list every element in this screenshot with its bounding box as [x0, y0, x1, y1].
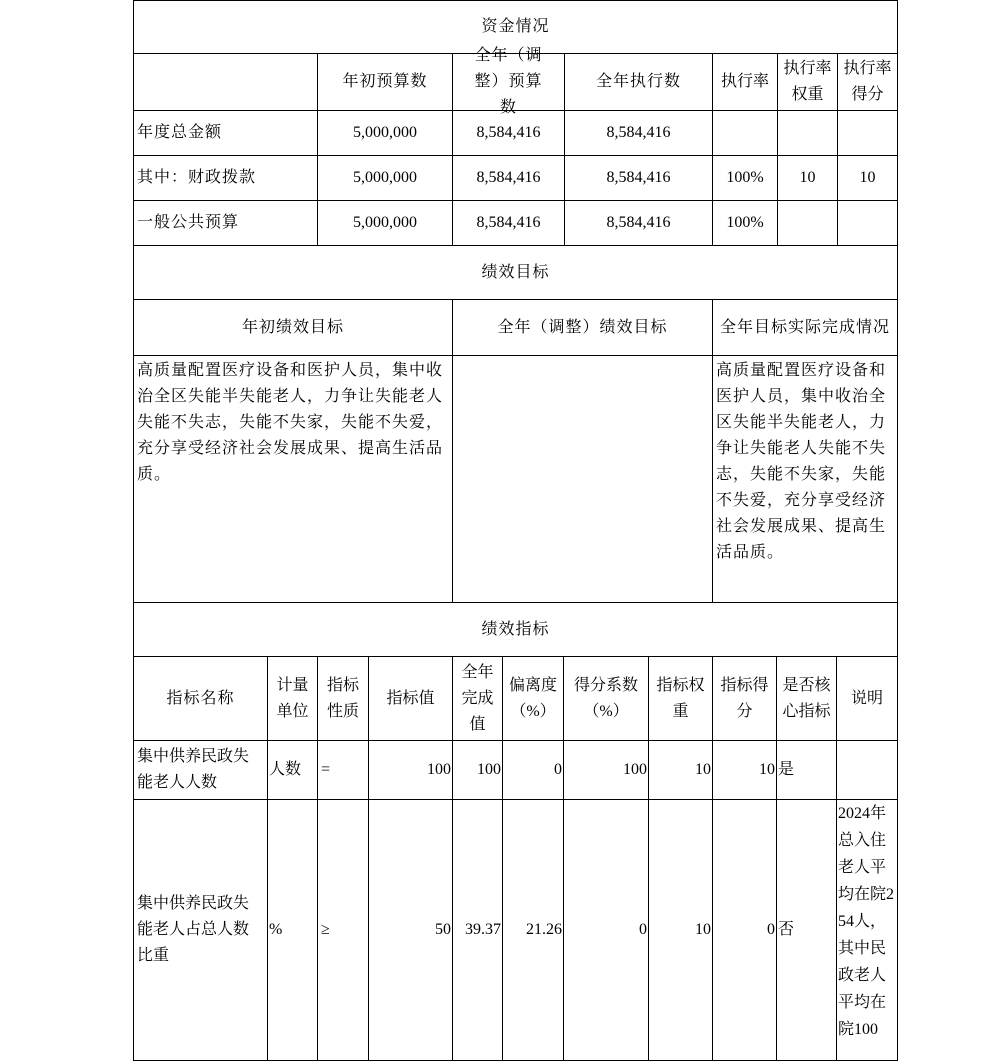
- indicator-deviation: 0: [502, 740, 564, 800]
- goals-header: 年初绩效目标: [133, 299, 453, 356]
- indicator-score: 10: [712, 740, 777, 800]
- indicator-header: 指标性质: [317, 656, 369, 741]
- indicator-header: 指标权重: [648, 656, 713, 741]
- indicator-unit: %: [267, 799, 318, 1061]
- funds-cell: [712, 110, 778, 156]
- goals-header: 全年（调整）绩效目标: [452, 299, 713, 356]
- indicator-name: 集中供养民政失能老人占总人数比重: [133, 799, 268, 1061]
- funds-cell: 8,584,416: [452, 200, 565, 246]
- indicator-name: 集中供养民政失能老人人数: [133, 740, 268, 800]
- goal-actual-text: 高质量配置医疗设备和医护人员，集中收治全区失能半失能老人，力争让失能老人失能不失志，失能不失家，失能不失爱，充分享受经济社会发展成果、提高生活品质。: [712, 355, 898, 603]
- funds-cell: 8,584,416: [564, 200, 713, 246]
- indicator-header: 指标得分: [712, 656, 777, 741]
- indicator-nature: ≥: [317, 799, 369, 1061]
- funds-header: 执行率权重: [777, 53, 838, 111]
- funds-cell: 5,000,000: [317, 110, 453, 156]
- indicator-target: 50: [368, 799, 453, 1061]
- indicator-actual: 39.37: [452, 799, 503, 1061]
- funds-row-name: 年度总金额: [133, 110, 318, 156]
- indicator-target: 100: [368, 740, 453, 800]
- indicator-coef: 100: [563, 740, 649, 800]
- indicator-note: [836, 740, 898, 800]
- indicator-deviation: 21.26: [502, 799, 564, 1061]
- indicator-weight: 10: [648, 799, 713, 1061]
- indicator-header: 是否核心指标: [776, 656, 837, 741]
- funds-header: 执行率: [712, 53, 778, 111]
- funds-cell: 100%: [712, 155, 778, 201]
- funds-cell: 100%: [712, 200, 778, 246]
- funds-section-title: 资金情况: [133, 0, 898, 54]
- funds-header: 全年执行数: [564, 53, 713, 111]
- indicator-core: 是: [776, 740, 837, 800]
- funds-cell: 8,584,416: [452, 155, 565, 201]
- indicator-actual: 100: [452, 740, 503, 800]
- indicator-note: 2024年总入住老人平均在院254人，其中民政老人平均在院100: [836, 799, 898, 1061]
- funds-cell: 5,000,000: [317, 200, 453, 246]
- indicator-score: 0: [712, 799, 777, 1061]
- funds-cell: [837, 110, 898, 156]
- indicator-unit: 人数: [267, 740, 318, 800]
- funds-cell: 10: [777, 155, 838, 201]
- funds-header-blank: [133, 53, 318, 111]
- funds-header: 执行率得分: [837, 53, 898, 111]
- funds-cell: [777, 200, 838, 246]
- indicator-header: 偏离度（%）: [502, 656, 564, 741]
- funds-cell: 8,584,416: [564, 155, 713, 201]
- funds-cell: 5,000,000: [317, 155, 453, 201]
- indicator-coef: 0: [563, 799, 649, 1061]
- indicator-weight: 10: [648, 740, 713, 800]
- indicator-header: 计量单位: [267, 656, 318, 741]
- goal-initial-text: 高质量配置医疗设备和医护人员，集中收治全区失能半失能老人，力争让失能老人失能不失志，失能不失家，失能不失爱，充分享受经济社会发展成果、提高生活品质。: [133, 355, 453, 603]
- indicator-header: 指标值: [368, 656, 453, 741]
- goal-adjusted-text: [452, 355, 713, 603]
- goals-section-title: 绩效目标: [133, 245, 898, 300]
- indicator-header: 说明: [836, 656, 898, 741]
- indicator-header: 全年完成值: [452, 656, 503, 741]
- funds-header: 年初预算数: [317, 53, 453, 111]
- indicator-nature: =: [317, 740, 369, 800]
- funds-header: 全年（调整）预算数: [452, 53, 565, 111]
- indicators-section-title: 绩效指标: [133, 602, 898, 657]
- goals-header: 全年目标实际完成情况: [712, 299, 898, 356]
- funds-cell: [777, 110, 838, 156]
- funds-row-name: 一般公共预算: [133, 200, 318, 246]
- funds-row-name: 其中：财政拨款: [133, 155, 318, 201]
- funds-cell: [837, 200, 898, 246]
- funds-cell: 10: [837, 155, 898, 201]
- indicator-header: 得分系数（%）: [563, 656, 649, 741]
- indicator-header: 指标名称: [133, 656, 268, 741]
- indicator-core: 否: [776, 799, 837, 1061]
- funds-cell: 8,584,416: [452, 110, 565, 156]
- funds-cell: 8,584,416: [564, 110, 713, 156]
